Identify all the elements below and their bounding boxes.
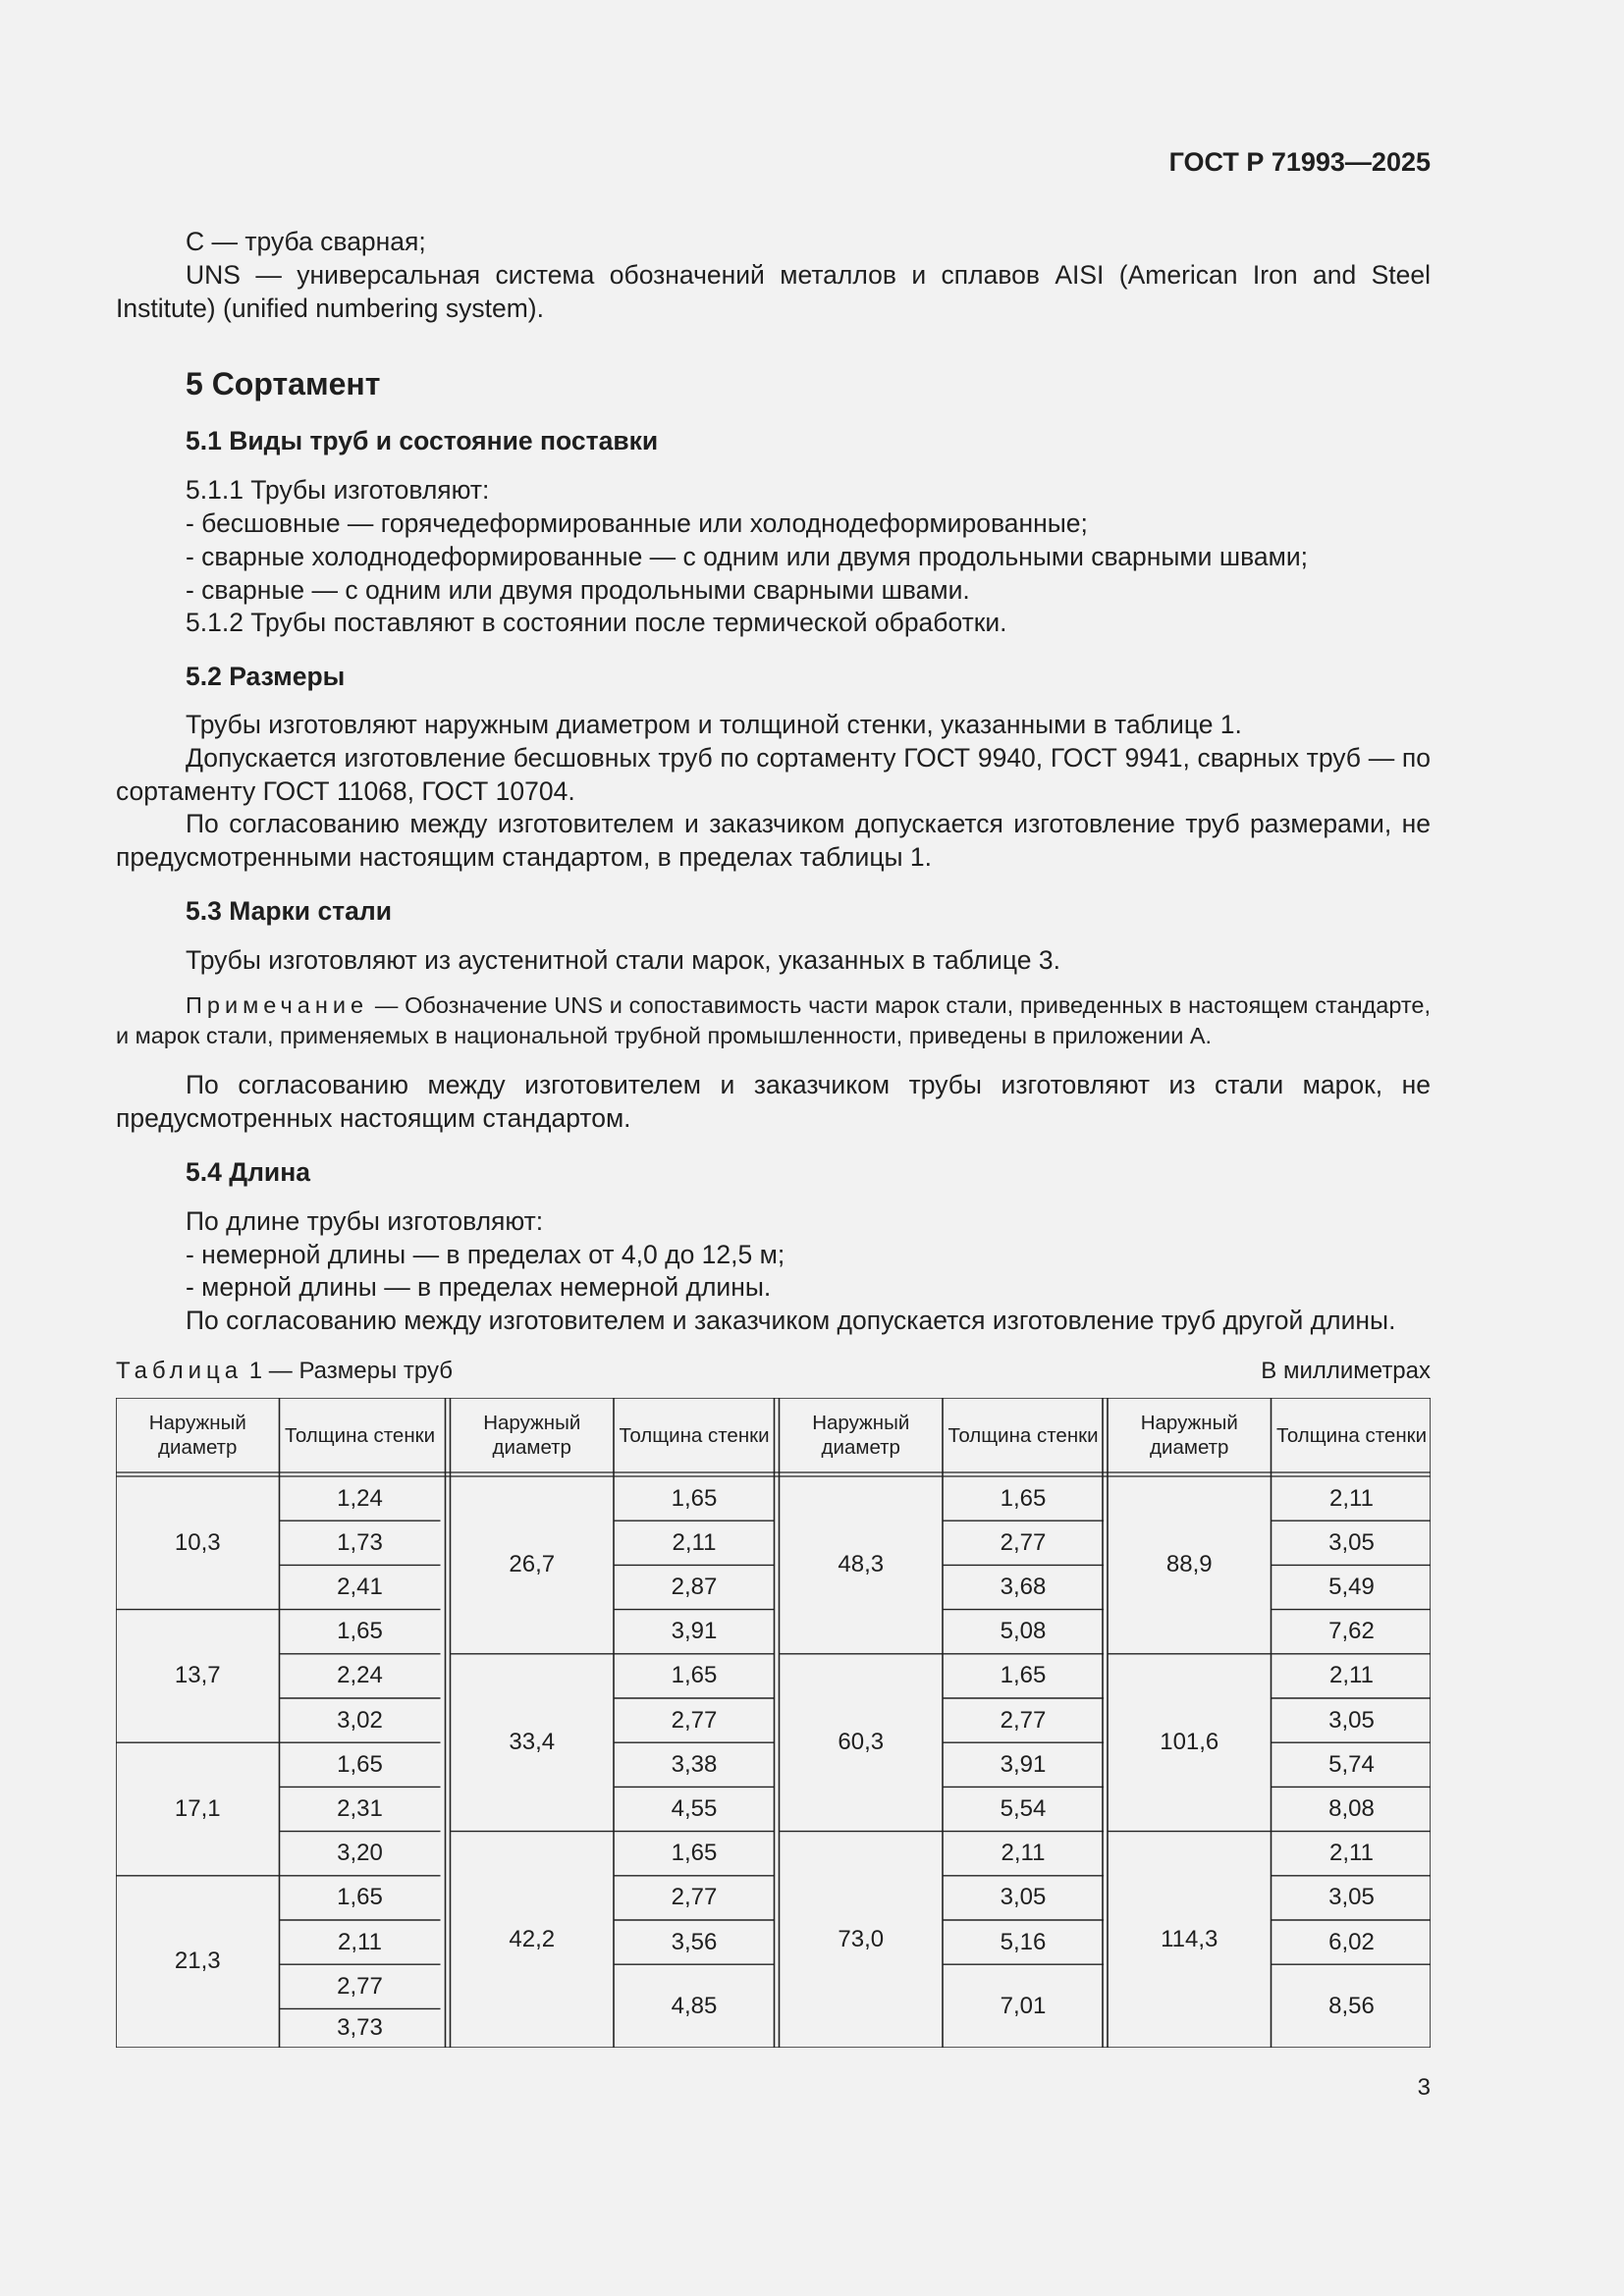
s52-paragraph-1: Трубы изготовляют наружным диаметром и толщиной стенки, указанными в таблице 1. (186, 710, 1242, 739)
wall-thickness-cell: 2,11 (672, 1528, 717, 1556)
wall-thickness-cell: 3,05 (1328, 1884, 1375, 1911)
wall-thickness-cell: 1,65 (671, 1840, 718, 1867)
wall-thickness-cell: 3,91 (671, 1618, 718, 1645)
outer-diameter-cell: 114,3 (1161, 1925, 1218, 1952)
wall-thickness-cell: 2,31 (337, 1794, 383, 1822)
table-units: В миллиметрах (1261, 1358, 1431, 1384)
s51-line-2: - бесшовные — горячедеформированные или холоднодеформированные; (186, 508, 1088, 538)
s51-line-5: 5.1.2 Трубы поставляют в состоянии после термической обработки. (186, 608, 1007, 637)
s52-paragraph-2: Допускается изготовление бесшовных труб по сортаменту ГОСТ 9940, ГОСТ 9941, сварных труб — по сортаменту ГОСТ 11068, ГОСТ 10704. (116, 743, 1431, 806)
s51-line-4: - сварные — с одним или двумя продольными сварными швами. (186, 575, 970, 605)
outer-diameter-cell: 26,7 (509, 1551, 556, 1578)
wall-thickness-cell: 2,87 (671, 1573, 718, 1600)
document-header: ГОСТ Р 71993—2025 (1168, 147, 1431, 177)
wall-thickness-cell: 2,77 (1000, 1528, 1047, 1556)
header-outer-diameter: Наружный диаметр (483, 1412, 581, 1459)
wall-thickness-cell: 3,02 (337, 1706, 383, 1734)
wall-thickness-cell: 1,65 (337, 1884, 383, 1911)
pipe-sizes-table (116, 1398, 1431, 2048)
s52-paragraph-3: По согласованию между изготовителем и заказчиком допускается изготовление труб размерами, не предусмотренными настоящим стандартом, в пределах таблицы 1. (116, 809, 1431, 872)
note-label: Примечание (186, 992, 369, 1018)
s53-paragraph-1: Трубы изготовляют из аустенитной стали марок, указанных в таблице 3. (186, 945, 1061, 975)
outer-diameter-cell: 42,2 (509, 1925, 556, 1952)
section-title: 5 Сортамент (186, 366, 381, 401)
wall-thickness-cell: 4,85 (671, 1992, 718, 2019)
s53-note (116, 990, 1431, 1051)
table-caption-label: Таблица (116, 1358, 244, 1384)
wall-thickness-cell: 1,65 (337, 1618, 383, 1645)
subsection-5-3-title: 5.3 Марки стали (186, 896, 393, 926)
wall-thickness-cell: 2,24 (337, 1662, 383, 1689)
wall-thickness-cell: 2,77 (1000, 1706, 1047, 1734)
wall-thickness-cell: 1,65 (671, 1662, 718, 1689)
wall-thickness-cell: 6,02 (1328, 1928, 1375, 1955)
wall-thickness-cell: 2,11 (1329, 1484, 1374, 1512)
header-wall-thickness: Толщина стенки (947, 1423, 1099, 1447)
outer-diameter-cell: 101,6 (1160, 1729, 1219, 1756)
wall-thickness-cell: 2,11 (338, 1928, 382, 1955)
wall-thickness-cell: 3,68 (1000, 1573, 1047, 1600)
wall-thickness-cell: 2,77 (337, 1972, 383, 2000)
wall-thickness-cell: 8,08 (1328, 1794, 1375, 1822)
header-outer-diameter: Наружный диаметр (1140, 1412, 1238, 1459)
table-caption (116, 1358, 453, 1385)
outer-diameter-cell: 17,1 (174, 1794, 221, 1822)
wall-thickness-cell: 1,65 (1000, 1662, 1047, 1689)
wall-thickness-cell: 5,16 (1000, 1928, 1047, 1955)
wall-thickness-cell: 3,20 (337, 1840, 383, 1867)
wall-thickness-cell: 2,77 (671, 1884, 718, 1911)
page-number: 3 (1417, 2074, 1431, 2101)
s54-line-3: - мерной длины — в пределах немерной длины. (186, 1272, 772, 1302)
s54-line-2: - немерной длины — в пределах от 4,0 до 12,5 м; (186, 1240, 785, 1269)
s51-line-1: 5.1.1 Трубы изготовляют: (186, 475, 490, 505)
wall-thickness-cell: 7,01 (1000, 1992, 1047, 2019)
intro-line-2: UNS — универсальная система обозначений металлов и сплавов AISI (American Iron and Steel Institute) (unified numbering system). (116, 260, 1431, 323)
header-outer-diameter: Наружный диаметр (812, 1412, 910, 1459)
wall-thickness-cell: 1,73 (337, 1528, 383, 1556)
wall-thickness-cell: 2,11 (1329, 1662, 1374, 1689)
outer-diameter-cell: 48,3 (838, 1551, 885, 1578)
header-wall-thickness: Толщина стенки (619, 1423, 770, 1447)
wall-thickness-cell: 8,56 (1328, 1992, 1375, 2019)
table-caption-title: 1 — Размеры труб (243, 1358, 453, 1384)
s51-line-3: - сварные холоднодеформированные — с одним или двумя продольными сварными швами; (186, 542, 1308, 571)
intro-line-1: С — труба сварная; (186, 227, 426, 256)
wall-thickness-cell: 1,65 (671, 1484, 718, 1512)
outer-diameter-cell: 13,7 (174, 1662, 221, 1689)
wall-thickness-cell: 5,49 (1328, 1573, 1375, 1600)
header-outer-diameter: Наружный диаметр (148, 1412, 246, 1459)
outer-diameter-cell: 10,3 (174, 1528, 221, 1556)
header-wall-thickness: Толщина стенки (284, 1423, 436, 1447)
outer-diameter-cell: 21,3 (174, 1948, 221, 1975)
header-wall-thickness: Толщина стенки (1275, 1423, 1428, 1447)
subsection-5-2-title: 5.2 Размеры (186, 662, 346, 691)
wall-thickness-cell: 2,11 (1001, 1840, 1046, 1867)
wall-thickness-cell: 5,54 (1000, 1794, 1047, 1822)
wall-thickness-cell: 1,65 (337, 1750, 383, 1778)
outer-diameter-cell: 73,0 (838, 1925, 885, 1952)
s53-paragraph-2: По согласованию между изготовителем и заказчиком трубы изготовляют из стали марок, не предусмотренных настоящим стандартом. (116, 1070, 1431, 1133)
wall-thickness-cell: 2,11 (1329, 1840, 1374, 1867)
wall-thickness-cell: 5,74 (1328, 1750, 1375, 1778)
wall-thickness-cell: 3,73 (337, 2014, 383, 2042)
subsection-5-4-title: 5.4 Длина (186, 1157, 310, 1187)
wall-thickness-cell: 1,65 (1000, 1484, 1047, 1512)
wall-thickness-cell: 3,38 (671, 1750, 718, 1778)
wall-thickness-cell: 3,91 (1000, 1750, 1047, 1778)
outer-diameter-cell: 60,3 (838, 1729, 885, 1756)
wall-thickness-cell: 5,08 (1000, 1618, 1047, 1645)
wall-thickness-cell: 4,55 (671, 1794, 718, 1822)
wall-thickness-cell: 2,41 (337, 1573, 383, 1600)
wall-thickness-cell: 7,62 (1328, 1618, 1375, 1645)
outer-diameter-cell: 33,4 (509, 1729, 556, 1756)
s54-line-1: По длине трубы изготовляют: (186, 1206, 544, 1236)
note-text: — Обозначение UNS и сопоставимость части марок стали, приведенных в настоящем стандарте, и марок стали, применяемых в национальной трубной промышленности, приведены в приложении А. (116, 992, 1431, 1048)
wall-thickness-cell: 2,77 (671, 1706, 718, 1734)
s54-line-4: По согласованию между изготовителем и заказчиком допускается изготовление труб другой длины. (186, 1306, 1396, 1335)
wall-thickness-cell: 1,24 (337, 1484, 383, 1512)
wall-thickness-cell: 3,05 (1328, 1706, 1375, 1734)
wall-thickness-cell: 3,05 (1328, 1528, 1375, 1556)
wall-thickness-cell: 3,05 (1000, 1884, 1047, 1911)
outer-diameter-cell: 88,9 (1165, 1551, 1213, 1578)
subsection-5-1-title: 5.1 Виды труб и состояние поставки (186, 426, 659, 455)
wall-thickness-cell: 3,56 (671, 1928, 718, 1955)
